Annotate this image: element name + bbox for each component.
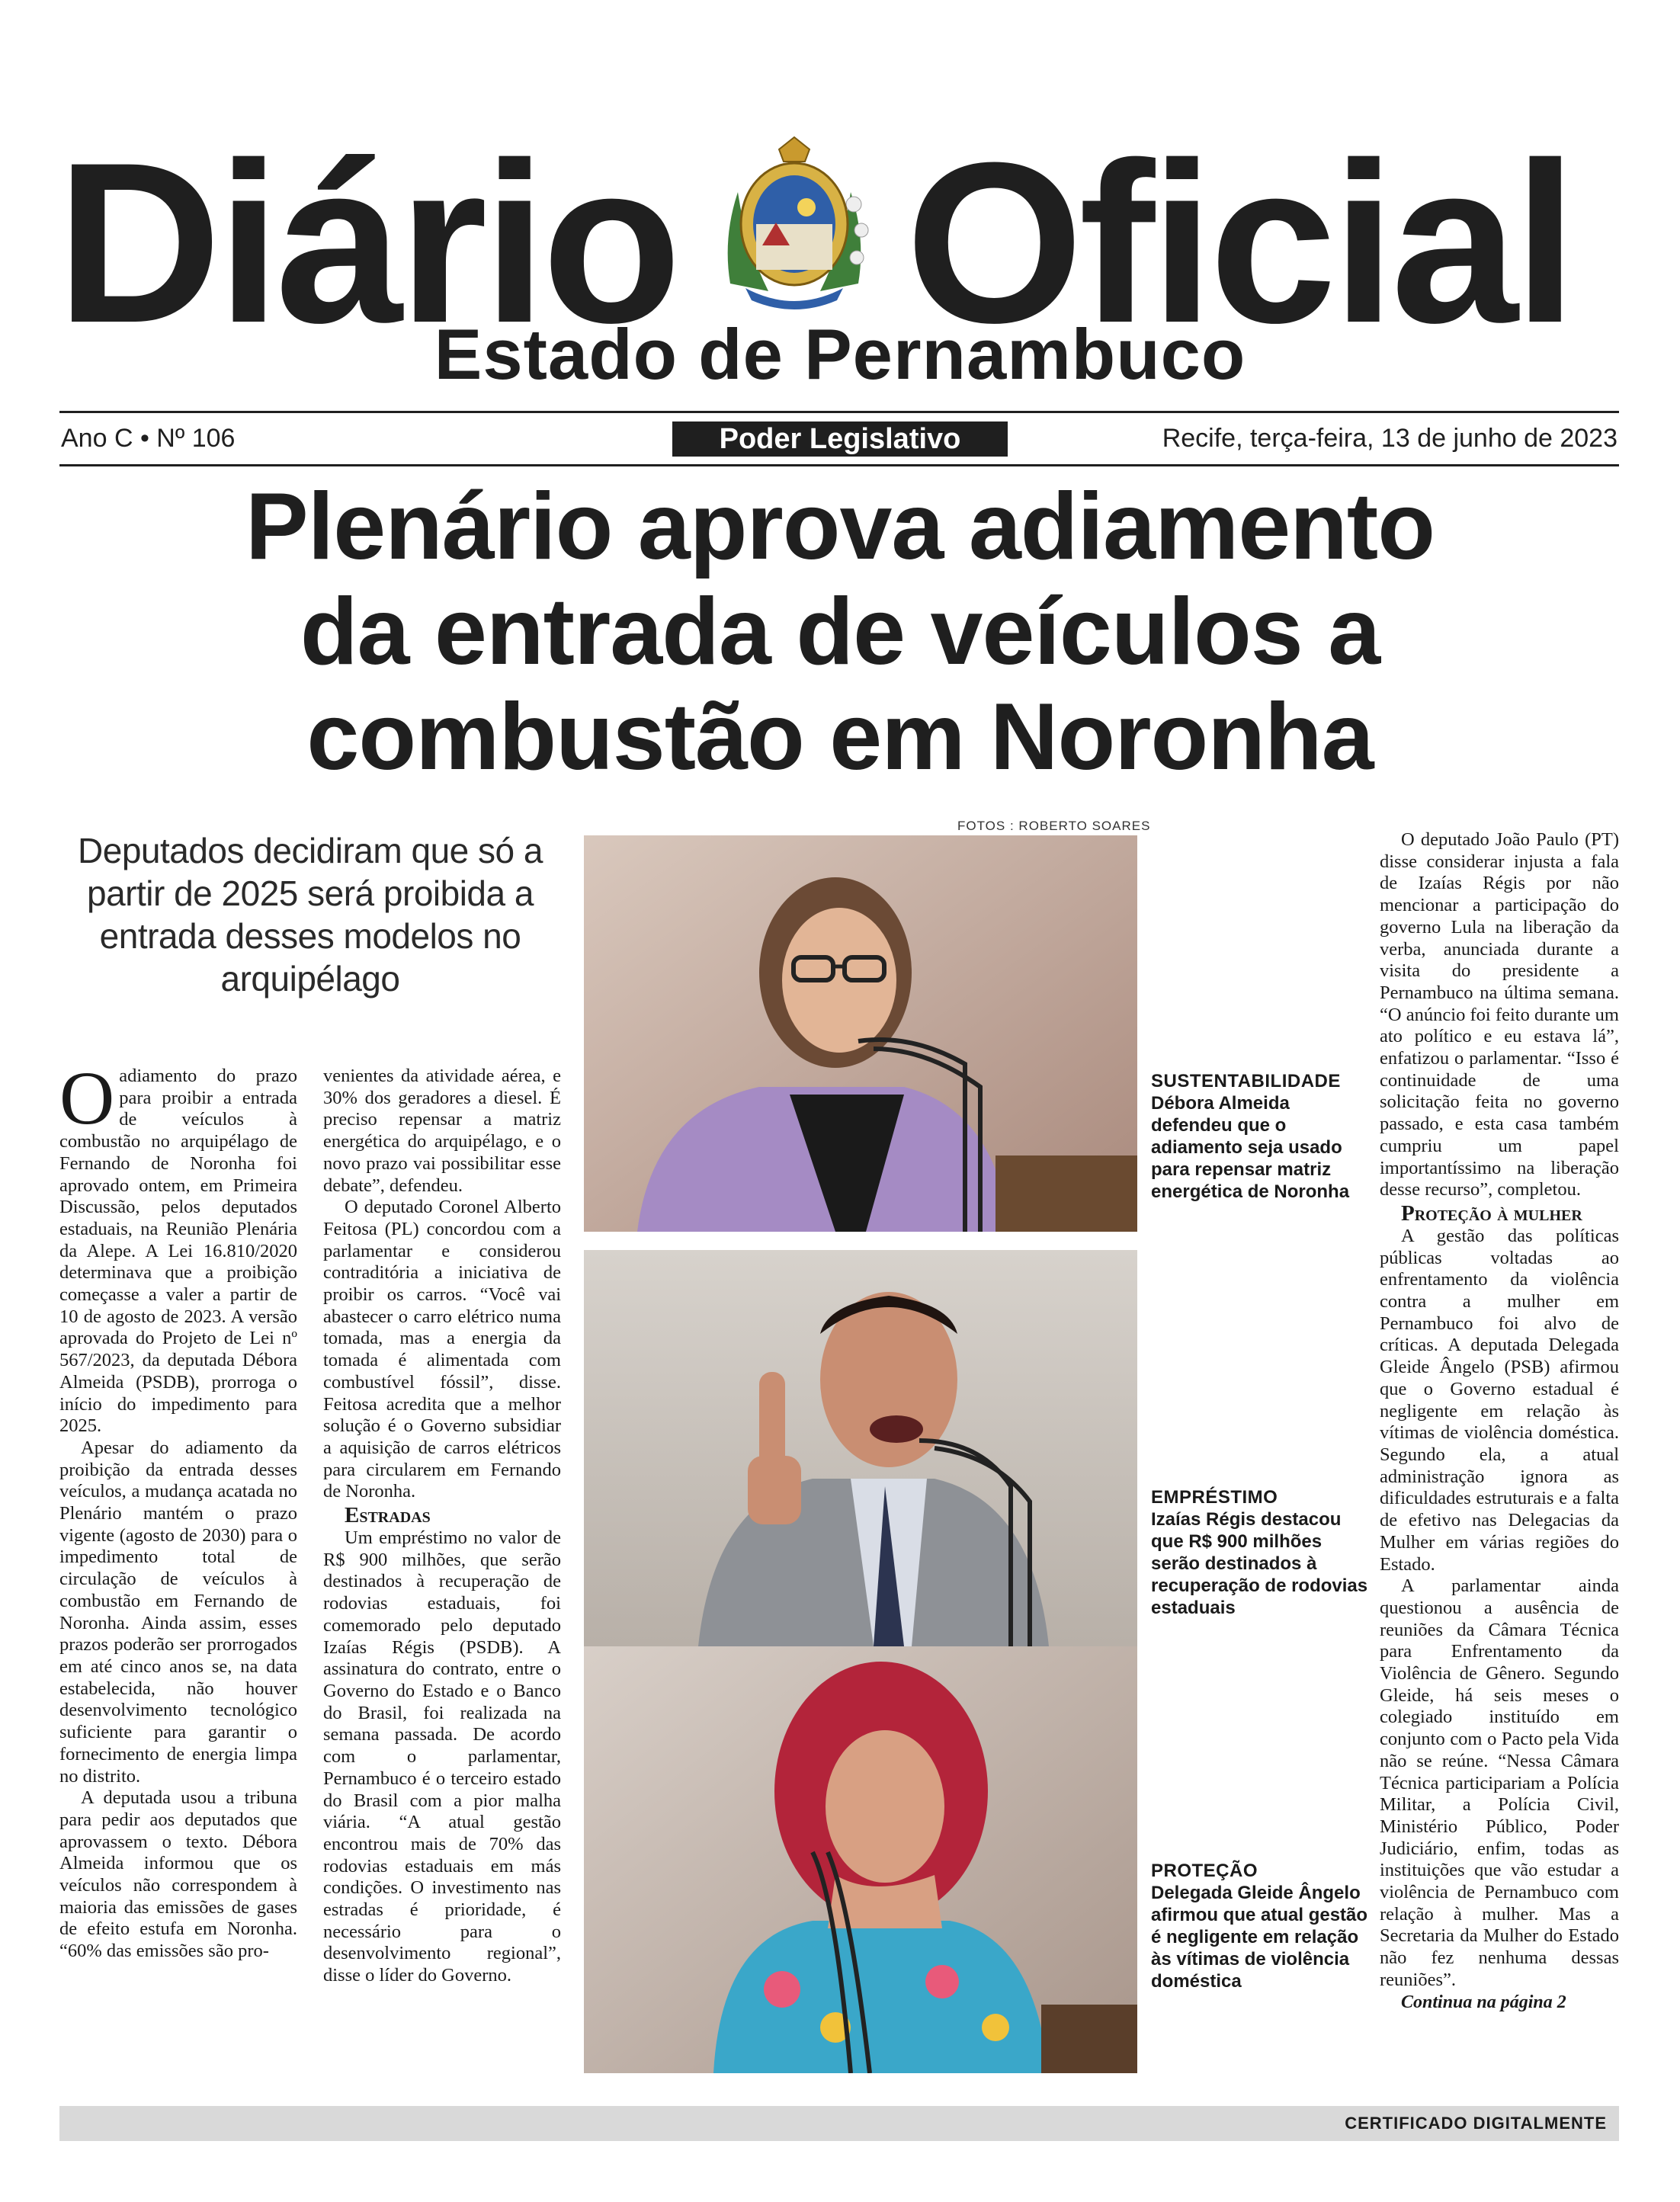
issue-number: Ano C • Nº 106 — [61, 424, 236, 453]
photo-gleide-angelo — [584, 1646, 1137, 2073]
article-paragraph: Apesar do adiamento da proibição da entrada desses veículos, a mudança acatada no Plenário mantém o prazo vigente (agosto de 2030) para o impedimento total de circulação de veículos à combustão em Fernando de Noronha. Ainda assim, esses prazos poderão ser prorrogados em até cinco anos se, na data estabelecida, não houver desenvolvimento tecnológico suficiente para garantir o fornecimento de energia limpa no distrito. — [59, 1437, 297, 1787]
subheadline: Deputados decidiram que só a partir de 2025 será proibida a entrada desses modelos no arquipélago — [78, 831, 543, 998]
caption-text: Izaías Régis destacou que R$ 900 milhões serão destinados à recuperação de rodovias estaduais — [1151, 1509, 1368, 1618]
article-paragraph: A gestão das políticas públicas voltadas ao enfrentamento da violência contra a mulher em Pernambuco foi alvo de críticas. A deputada Delegada Gleide Ângelo (PSB) afirmou que o Governo estadual é negligente em relação às vítimas de violência doméstica. Segundo ela, a atual administração ignora as dificuldades estruturais e a falta de efetivo nas Delegacias da Mulher em várias regiões do Estado. — [1380, 1225, 1619, 1575]
drop-cap: O — [59, 1056, 115, 1140]
article-column-2 — [323, 1066, 561, 1987]
masthead-title-left: Diário — [56, 114, 678, 370]
photo-debora-almeida — [584, 835, 1137, 1232]
section-subhead-estradas: Estradas — [345, 1503, 431, 1528]
digital-certification-label: CERTIFICADO DIGITALMENTE — [1345, 2114, 1607, 2133]
photo-credit: FOTOS : ROBERTO SOARES — [957, 819, 1151, 833]
article-paragraph: O deputado Coronel Alberto Feitosa (PL) concordou com a parlamentar e considerou contraditória a iniciativa de proibir os carros. “Você vai abastecer o carro elétrico numa tomada, mas a energia da tomada é alimentada com combustível fóssil”, disse. Feitosa acredita que a melhor solução é o Governo subsidiar a aquisição de carros elétricos para circularem em Fernando de Noronha. — [323, 1197, 561, 1502]
caption-text: Débora Almeida defendeu que o adiamento seja usado para repensar matriz energética de Noronha — [1151, 1093, 1350, 1202]
article-paragraph: A parlamentar ainda questionou a ausência de reuniões da Câmara Técnica para Enfrentamento da Violência de Gênero. Segundo Gleide, há seis meses o colegiado instituído em conjunto com o Pacto pela Vida não se reúne. “Nessa Câmara Técnica participariam a Polícia Militar, a Polícia Civil, Ministério Público, Poder Judiciário, enfim, todas as instituições que vão estudar a violência de Pernambuco com relação à mulher. Mas a Secretaria da Mulher do Estado não fez nenhuma dessas reuniões”. — [1380, 1575, 1619, 1990]
caption-title: SUSTENTABILIDADE — [1151, 1071, 1341, 1091]
headline-line-1: Plenário aprova adiamento — [245, 474, 1435, 579]
masthead-title-right: Oficial — [906, 114, 1573, 370]
article-paragraph: O deputado João Paulo (PT) disse considerar injusta a fala de Izaías Régis por não mencionar a participação do governo Lula na liberação da verba, anunciada durante a visita do presidente a Pernambuco na última semana. “O anúncio foi feito durante um ato político e eu estava lá”, enfatizou o parlamentar. “Isso é continuidade de uma solicitação feita no governo passado, e esta casa também cumpriu um papel importantíssimo na liberação desse recurso”, completou. — [1380, 829, 1619, 1200]
footer-band — [59, 2106, 1619, 2141]
article-paragraph: venientes da atividade aérea, e 30% dos geradores a diesel. É preciso repensar a matriz energética do arquipélago, e o novo prazo vai possibilitar esse debate”, defendeu. — [323, 1066, 561, 1196]
article-column-3 — [1380, 829, 1619, 2013]
top-rule — [59, 411, 1619, 413]
section-subhead-protecao: Proteção à mulher — [1401, 1200, 1582, 1226]
article-paragraph: A deputada usou a tribuna para pedir aos deputados que aprovassem o texto. Débora Almeida informou que os veículos não correspondem à maioria das emissões de gases de efeito estufa em Noronha. “60% das emissões são pro- — [59, 1787, 297, 1962]
caption-title: EMPRÉSTIMO — [1151, 1487, 1278, 1508]
pernambuco-coat-of-arms-icon — [715, 131, 874, 311]
headline-line-2: da entrada de veículos a — [300, 579, 1380, 684]
main-headline — [46, 474, 1634, 790]
article-column-1 — [59, 1056, 297, 1963]
article-paragraph — [59, 1056, 297, 1438]
photo-caption — [1151, 1070, 1372, 1203]
continued-link[interactable]: Continua na página 2 — [1401, 1992, 1566, 2012]
paragraph-text: adiamento do prazo para proibir a entrada de veículos à combustão no arquipélago de Fernando de Noronha foi aprovado ontem, em Primeira Discussão, pelos deputados estaduais, na Reunião Plenária da Alepe. A Lei 16.810/2020 determinava que a proibição começasse a valer a partir de 10 de agosto de 2023. A versão aprovada do Projeto de Lei nº 567/2023, da deputada Débora Almeida (PSDB), prorroga o início do impedimento para 2025. — [59, 1066, 297, 1437]
caption-text: Delegada Gleide Ângelo afirmou que atual gestão é negligente em relação às vítimas de violência doméstica — [1151, 1883, 1368, 1992]
photo-caption — [1151, 1860, 1372, 1992]
section-badge: Poder Legislativo — [672, 421, 1008, 457]
caption-title: PROTEÇÃO — [1151, 1861, 1258, 1881]
article-paragraph: Um empréstimo no valor de R$ 900 milhões, que serão destinados à recuperação de rodovias estaduais, foi comemorado pelo deputado Izaías Régis (PSDB). A assinatura do contrato, entre o Governo do Estado e o Banco do Brasil, foi realizada na semana passada. De acordo com o parlamentar, Pernambuco é o terceiro estado do Brasil com a pior malha viária. “A atual gestão encontrou mais de 70% das rodovias estaduais em más condições. O investimento nas estradas é prioridade, é necessário para o desenvolvimento regional”, disse o líder do Governo. — [323, 1527, 561, 1986]
issue-date: Recife, terça-feira, 13 de junho de 2023 — [1162, 424, 1617, 453]
photo-izaias-regis — [584, 1250, 1137, 1646]
photo-caption — [1151, 1486, 1372, 1619]
headline-line-3: combustão em Noronha — [306, 684, 1374, 790]
bottom-rule — [59, 464, 1619, 466]
masthead-subtitle: Estado de Pernambuco — [434, 314, 1246, 394]
